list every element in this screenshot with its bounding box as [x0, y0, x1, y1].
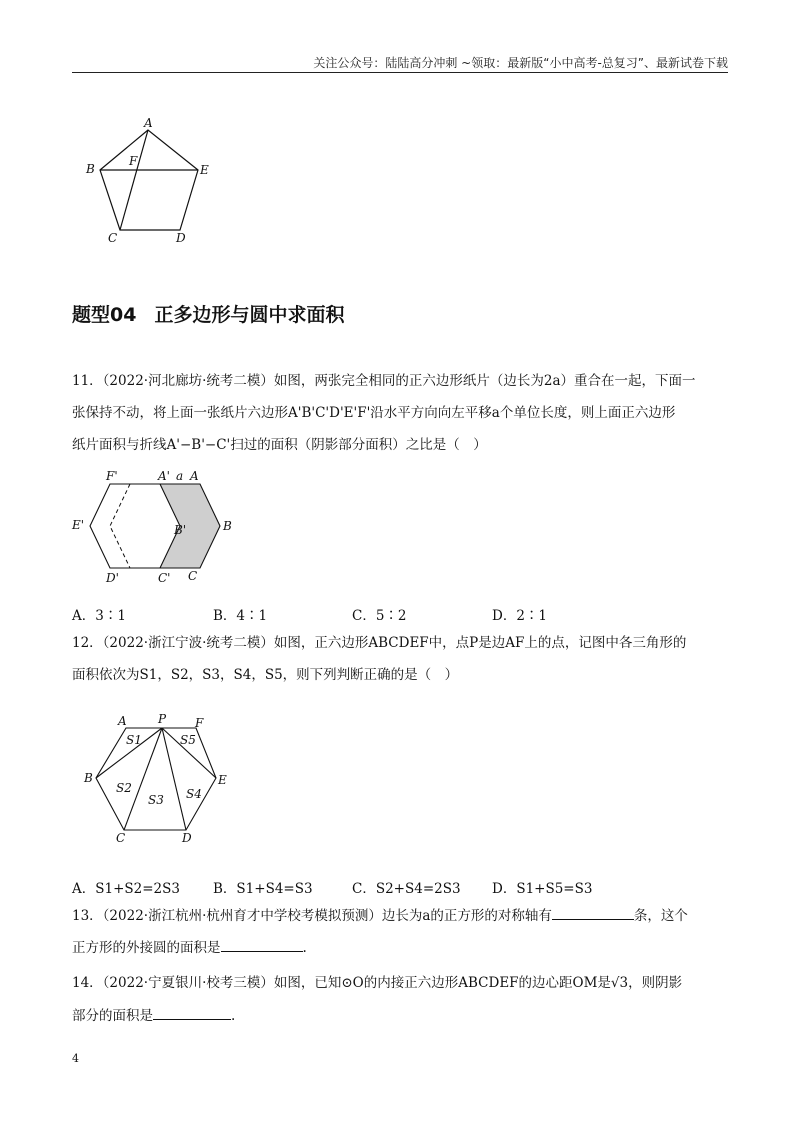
label-S4: S4 — [186, 787, 202, 801]
q13-blank-2[interactable] — [221, 938, 303, 952]
q11-line3: 纸片面积与折线A'−B'−C'扫过的面积（阴影部分面积）之比是（ ） — [72, 437, 487, 453]
label-F: F — [195, 716, 204, 730]
q12-line2: 面积依次为S1，S2，S3，S4，S5，则下列判断正确的是（ ） — [72, 667, 459, 683]
label-P: P — [158, 712, 167, 726]
section-tag: 题型04 — [72, 304, 137, 326]
label-E: E — [200, 163, 209, 177]
q12-choice-d[interactable]: D．S1+S5=S3 — [492, 881, 593, 897]
q11-choice-d[interactable]: D．2∶1 — [492, 608, 548, 624]
q11-line2: 张保持不动，将上面一张纸片六边形A'B'C'D'E'F'沿水平方向向左平移a个单位长度，则上面正六边形 — [72, 405, 676, 421]
label-B: B — [86, 162, 95, 176]
q12-choice-c[interactable]: C．S2+S4=2S3 — [352, 881, 461, 897]
q13-text-c: 正方形的外接圆的面积是 — [72, 940, 221, 956]
q14-line2 — [72, 1006, 728, 1025]
q14-text-b: . — [231, 1008, 236, 1024]
label-S3: S3 — [148, 793, 164, 807]
q12-choice-b[interactable]: B．S1+S4=S3 — [213, 881, 313, 897]
q11-choice-c[interactable]: C．5∶2 — [352, 608, 407, 624]
label-S2: S2 — [116, 781, 132, 795]
q11-choice-b[interactable]: B．4∶1 — [213, 608, 268, 624]
pentagon-figure — [80, 115, 220, 250]
hexagon-translation-figure — [70, 468, 240, 593]
label-A: A — [190, 469, 199, 483]
q12-line1: 12．（2022·浙江宁波·统考二模）如图，正六边形ABCDEF中，点P是边AF上的点，记图中各三角形的 — [72, 635, 687, 651]
q13-text-d: . — [302, 940, 307, 956]
label-B: B — [84, 771, 93, 785]
label-A-prime: A' — [158, 469, 170, 483]
label-C-prime: C' — [158, 571, 171, 585]
label-D: D — [182, 831, 192, 845]
label-A: A — [144, 116, 153, 130]
q13-line2 — [72, 938, 728, 957]
label-E-prime: E' — [72, 518, 85, 532]
q14-blank[interactable] — [153, 1006, 231, 1020]
hexagon-point-p-figure — [82, 712, 242, 847]
q13-text-b: 条，这个 — [633, 908, 688, 924]
page-number: 4 — [72, 1052, 79, 1065]
q13-text-a: 13．（2022·浙江杭州·杭州育才中学校考模拟预测）边长为a的正方形的对称轴有 — [72, 908, 552, 924]
label-S1: S1 — [126, 733, 142, 747]
q11-line1: 11．（2022·河北廊坊·统考二模）如图，两张完全相同的正六边形纸片（边长为2a）重合在一起，下面一 — [72, 373, 696, 389]
section-title — [72, 300, 344, 327]
label-F-prime: F' — [106, 469, 118, 483]
section-name: 正多边形与圆中求面积 — [154, 304, 345, 326]
q14-line1: 14．（2022·宁夏银川·校考三模）如图，已知⊙O的内接正六边形ABCDEF的边心距OM是√3，则阴影 — [72, 975, 683, 991]
label-a: a — [176, 469, 184, 483]
q13-line1 — [72, 906, 728, 925]
q14-text-a: 部分的面积是 — [72, 1008, 153, 1024]
q12-choice-a[interactable]: A．S1+S2=2S3 — [72, 881, 180, 897]
label-C: C — [188, 569, 198, 583]
q13-blank-1[interactable] — [552, 906, 634, 920]
label-C: C — [108, 231, 118, 245]
page-header: 关注公众号：陆陆高分冲刺 ~领取：最新版“小中高考-总复习”、最新试卷下载 — [313, 56, 728, 70]
header-divider — [72, 72, 728, 73]
label-F: F — [129, 154, 138, 168]
label-E: E — [218, 773, 227, 787]
label-D-prime: D' — [106, 571, 119, 585]
label-B-prime: B' — [174, 523, 187, 537]
q11-choice-a[interactable]: A．3∶1 — [72, 608, 126, 624]
label-B: B — [223, 519, 232, 533]
label-C: C — [116, 831, 126, 845]
label-A: A — [118, 714, 127, 728]
label-S5: S5 — [180, 733, 196, 747]
label-D: D — [176, 231, 186, 245]
